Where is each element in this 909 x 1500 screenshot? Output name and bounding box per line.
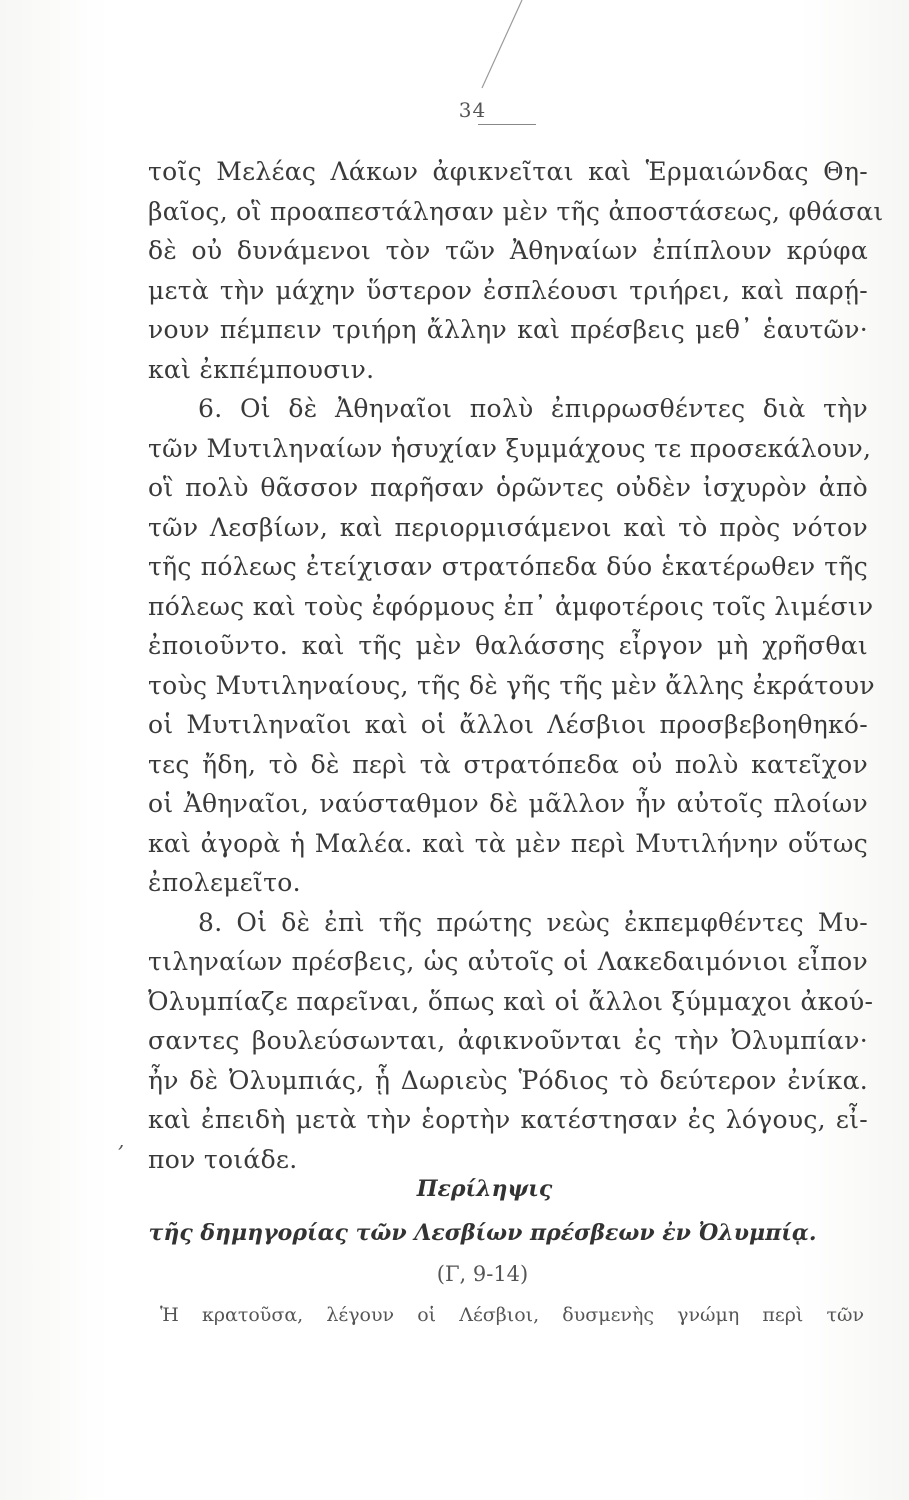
- text-line: Ὀλυμπίαζε παρεῖναι, ὅπως καὶ οἱ ἄλλοι ξύμμαχοι ἀκού-: [148, 986, 874, 1016]
- text-line: τῆς πόλεως ἐτείχισαν στρατόπεδα δύο ἑκατέρωθεν τῆς: [148, 552, 868, 581]
- text-line: οἳ πολὺ θᾶσσον παρῆσαν ὁρῶντες οὐδὲν ἰσχυρὸν ἀπὸ: [148, 473, 868, 502]
- text-line: τοὺς Μυτιληναίους, τῆς δὲ γῆς τῆς μὲν ἄλλης ἐκράτουν: [148, 670, 875, 700]
- page-number: 34: [458, 98, 487, 122]
- text-line: βαῖος, οἳ προαπεστάλησαν μὲν τῆς ἀποστάσεως, φθάσαι: [148, 196, 884, 226]
- text-line: πον τοιάδε.: [148, 1144, 298, 1174]
- text-line: καὶ ἀγορὰ ἡ Μαλέα. καὶ τὰ μὲν περὶ Μυτιλήνην οὕτως: [148, 828, 868, 858]
- summary-title: Περίληψις: [416, 1176, 553, 1202]
- pencil-mark: [470, 0, 530, 100]
- text-line: 8. Οἱ δὲ ἐπὶ τῆς πρώτης νεὼς ἐκπεμφθέντες Μυ-: [198, 907, 868, 937]
- summary-reference: (Γ, 9-14): [436, 1262, 529, 1286]
- page-number-rule: [478, 124, 536, 125]
- summary-subtitle: τῆς δημηγορίας τῶν Λεσβίων πρέσβεων ἐν Ὀλυμπίᾳ.: [148, 1220, 817, 1246]
- text-line: οἱ Ἀθηναῖοι, ναύσταθμον δὲ μᾶλλον ἦν αὐτοῖς πλοίων: [148, 789, 868, 818]
- text-line: τες ἤδη, τὸ δὲ περὶ τὰ στρατόπεδα οὐ πολὺ κατεῖχον: [148, 749, 868, 779]
- margin-mark: ,: [118, 1128, 125, 1152]
- text-line: δὲ οὐ δυνάμενοι τὸν τῶν Ἀθηναίων ἐπίπλουν κρύφα: [148, 236, 868, 265]
- text-line: καὶ ἐκπέμπουσιν.: [148, 354, 375, 384]
- text-line: νουν πέμπειν τριήρη ἄλλην καὶ πρέσβεις μεθ᾽ ἑαυτῶν·: [148, 315, 868, 344]
- text-line: μετὰ τὴν μάχην ὕστερον ἐσπλέουσι τριήρει, καὶ παρῄ-: [148, 275, 868, 305]
- summary-first-line: Ἡ κρατοῦσα, λέγουν οἱ Λέσβιοι, δυσμενὴς γνώμη περὶ τῶν: [160, 1304, 864, 1326]
- text-line: καὶ ἐπειδὴ μετὰ τὴν ἑορτὴν κατέστησαν ἐς λόγους, εἶ-: [148, 1105, 868, 1134]
- text-line: τοῖς Μελέας Λάκων ἀφικνεῖται καὶ Ἑρμαιώνδας Θη-: [148, 157, 868, 186]
- text-line: 6. Οἱ δὲ Ἀθηναῖοι πολὺ ἐπιρρωσθέντες διὰ τὴν: [198, 394, 868, 423]
- text-line: ἦν δὲ Ὀλυμπιάς, ᾗ Δωριεὺς Ῥόδιος τὸ δεύτερον ἐνίκα.: [148, 1065, 868, 1095]
- text-line: ἐποιοῦντο. καὶ τῆς μὲν θαλάσσης εἶργον μὴ χρῆσθαι: [148, 631, 868, 660]
- text-line: ἐπολεμεῖτο.: [148, 868, 301, 897]
- body-text: [148, 152, 884, 1179]
- text-line: σαντες βουλεύσωνται, ἀφικνοῦνται ἐς τὴν Ὀλυμπίαν·: [148, 1026, 868, 1055]
- text-line: πόλεως καὶ τοὺς ἐφόρμους ἐπ᾽ ἀμφοτέροις τοῖς λιμέσιν: [148, 591, 874, 621]
- text-line: τιληναίων πρέσβεις, ὡς αὐτοῖς οἱ Λακεδαιμόνιοι εἶπον: [148, 947, 868, 976]
- text-line: οἱ Μυτιληναῖοι καὶ οἱ ἄλλοι Λέσβιοι προσβεβοηθηκό-: [148, 710, 868, 739]
- text-line: τῶν Μυτιληναίων ἡσυχίαν ξυμμάχους τε προσεκάλουν,: [148, 433, 872, 463]
- text-line: τῶν Λεσβίων, καὶ περιορμισάμενοι καὶ τὸ πρὸς νότον: [148, 512, 868, 542]
